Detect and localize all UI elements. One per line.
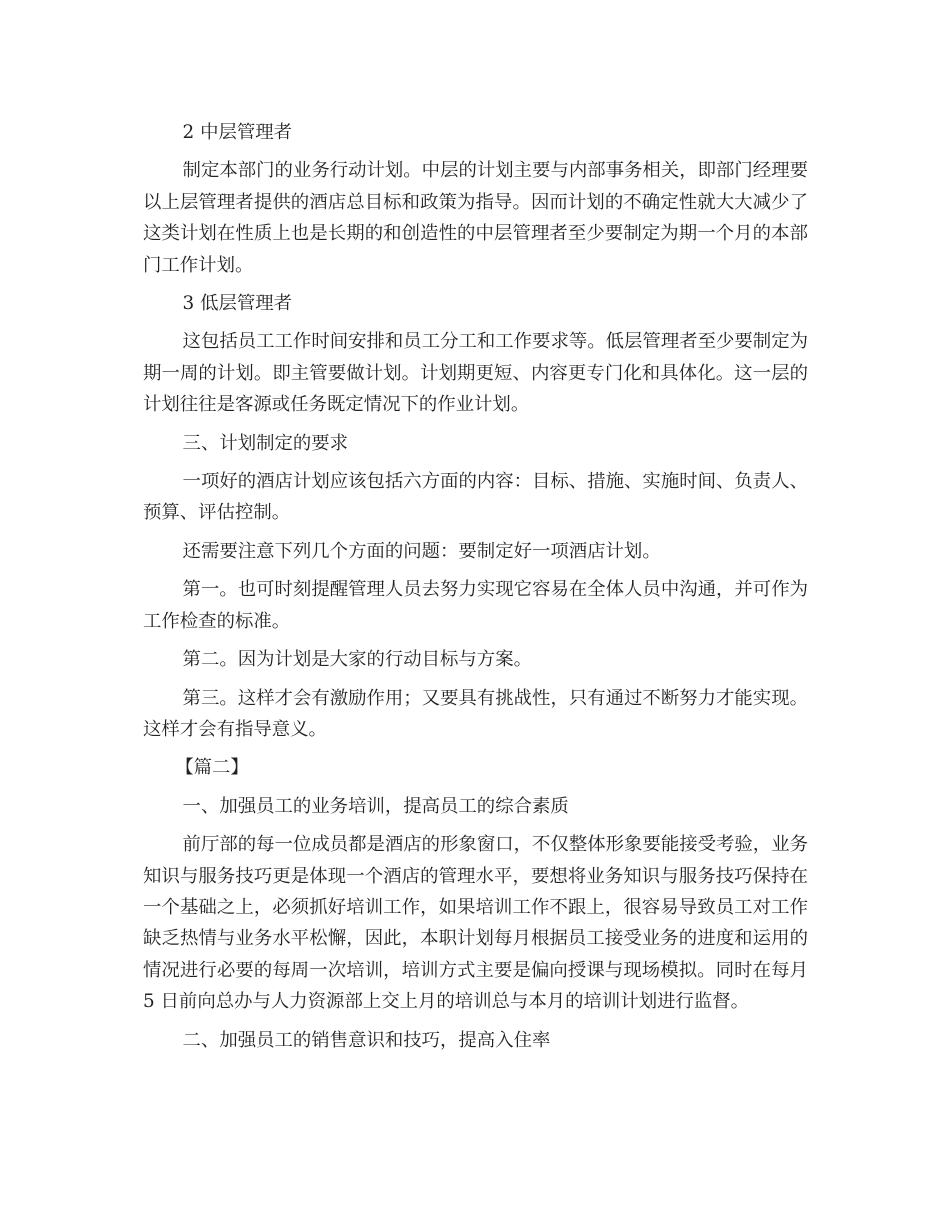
body-paragraph: 第三。这样才会有激励作用；又要具有挑战性，只有通过不断努力才能实现。这样才会有指导意义。: [143, 687, 808, 740]
section-heading: 3 低层管理者: [182, 293, 293, 315]
body-paragraph: 第二。因为计划是大家的行动目标与方案。: [182, 649, 532, 671]
body-paragraph: 这包括员工工作时间安排和员工分工和工作要求等。低层管理者至少要制定为期一周的计划。即主管要做计划。计划期更短、内容更专门化和具体化。这一层的计划往往是客源或任务既定情况下的作业计划。: [143, 331, 808, 416]
body-paragraph: 前厅部的每一位成员都是酒店的形象窗口，不仅整体形象要能接受考验，业务知识与服务技巧更是体现一个酒店的管理水平，要想将业务知识与服务技巧保持在一个基础之上，必须抓好培训工作，如果培训工作不跟上，很容易导致员工对工作缺乏热情与业务水平松懈，因此，本职计划每月根据员工接受业务的进度和运用的情况进行必要的每周一次培训，培训方式主要是偏向授课与现场模拟。同时在每月 5 日前向总办与人力资源部上交上月的培训总与本月的培训计划进行监督。: [143, 834, 808, 1013]
body-paragraph: 制定本部门的业务行动计划。中层的计划主要与内部事务相关，即部门经理要以上层管理者提供的酒店总目标和政策为指导。因而计划的不确定性就大大减少了这类计划在性质上也是长期的和创造性的中层管理者至少要制定为期一个月的本部门工作计划。: [143, 160, 808, 276]
body-paragraph: 还需要注意下列几个方面的问题：要制定好一项酒店计划。: [182, 540, 661, 562]
body-paragraph: 一项好的酒店计划应该包括六方面的内容：目标、措施、实施时间、负责人、预算、评估控制。: [143, 471, 808, 524]
part-heading: 【篇二】: [175, 757, 249, 779]
section-heading: 一、加强员工的业务培训，提高员工的综合素质: [182, 795, 569, 817]
body-paragraph: 第一。也可时刻提醒管理人员去努力实现它容易在全体人员中沟通，并可作为工作检查的标准。: [143, 579, 808, 632]
section-heading: 二、加强员工的销售意识和技巧，提高入住率: [182, 1029, 551, 1051]
section-heading: 三、计划制定的要求: [182, 432, 349, 454]
document-body: [143, 117, 808, 1056]
section-heading: 2 中层管理者: [182, 122, 293, 143]
